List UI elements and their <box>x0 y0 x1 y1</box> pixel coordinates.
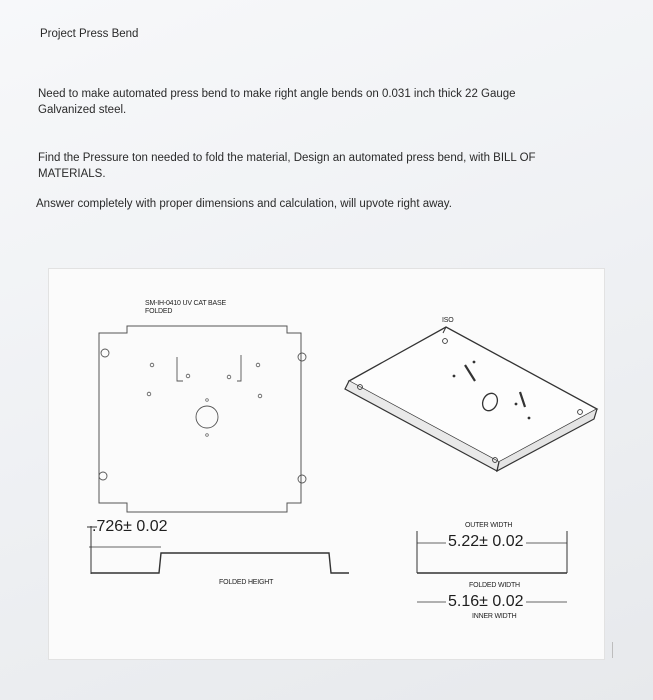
part-outline <box>99 326 301 512</box>
inner-width-dimension: 5.16± 0.02 <box>448 593 524 610</box>
text-cursor <box>612 642 613 658</box>
question-paragraph-task: Find the Pressure ton needed to fold the material, Design an automated press bend, with BILL OF MATERIALS. <box>38 152 536 180</box>
question-paragraph-note: Answer completely with proper dimensions and calculation, will upvote right away. <box>36 198 452 210</box>
center-hole-dot-bottom <box>206 434 209 437</box>
small-hole-1 <box>150 363 154 367</box>
large-center-hole <box>196 406 218 428</box>
slot-right <box>237 355 241 381</box>
mount-hole-tr <box>298 353 306 361</box>
small-hole-5 <box>256 363 260 367</box>
part-name-line1: SM-IH-0410 UV CAT BASE <box>145 300 226 307</box>
small-hole-4 <box>227 375 231 379</box>
question-paragraph-requirement: Need to make automated press bend to make right angle bends on 0.031 inch thick 22 Gauge Galvanized steel. <box>38 88 516 116</box>
part-name-line2: FOLDED <box>145 308 173 315</box>
small-hole-6 <box>258 394 262 398</box>
outer-width-label: OUTER WIDTH <box>465 522 513 529</box>
mount-hole-tl <box>101 349 109 357</box>
inner-width-label: INNER WIDTH <box>472 613 517 620</box>
question-title: Project Press Bend <box>40 28 139 40</box>
iso-label: ISO <box>442 317 454 324</box>
iso-base-plate <box>349 327 597 462</box>
folded-height-label: FOLDED HEIGHT <box>219 579 274 586</box>
small-hole-3 <box>186 374 190 378</box>
folded-profile <box>91 553 349 573</box>
slot-left <box>177 357 183 381</box>
mount-hole-br <box>298 475 306 483</box>
mount-hole-bl <box>99 472 107 480</box>
folded-width-label: FOLDED WIDTH <box>469 582 520 589</box>
outer-width-dimension: 5.22± 0.02 <box>448 533 524 550</box>
small-hole-2 <box>147 392 151 396</box>
technical-drawing-image <box>48 268 605 660</box>
center-hole-dot-top <box>206 399 209 402</box>
height-dimension: .726± 0.02 <box>92 518 168 535</box>
